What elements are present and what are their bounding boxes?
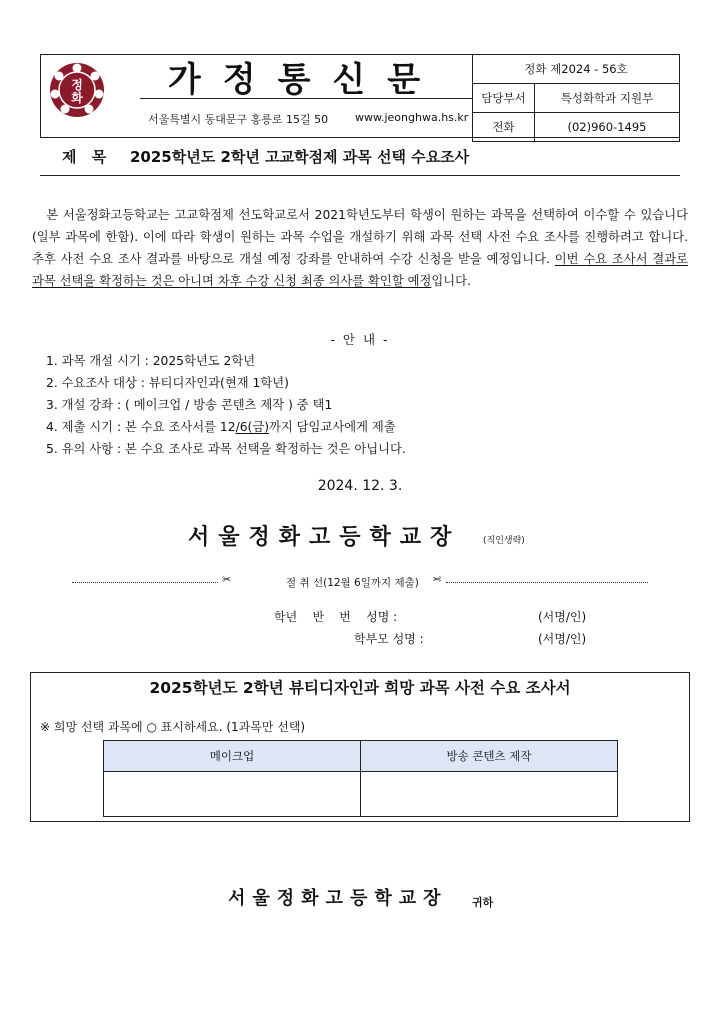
- scissors-icon: ✂: [432, 573, 442, 586]
- body-paragraph: [32, 204, 688, 292]
- cut-line-right: [446, 582, 648, 583]
- notice-heading: - 안 내 -: [330, 332, 390, 347]
- notice-item-4-post: 까지 담임교사에게 제출: [269, 420, 396, 434]
- notice-item-1: 1. 과목 개설 시기 : 2025학년도 2학년: [46, 354, 256, 368]
- notice-item-3: 3. 개설 강좌 : ( 메이크업 / 방송 콘텐츠 제작 ) 중 택1: [46, 398, 333, 412]
- notice-item-2: 2. 수요조사 대상 : 뷰티디자인과(현재 1학년): [46, 376, 289, 390]
- school-website: www.jeonghwa.hs.kr: [355, 111, 469, 124]
- principal-name: 서울정화고등학교장: [188, 524, 461, 550]
- footer-addressee: 귀하: [472, 896, 494, 909]
- student-signature-field[interactable]: (서명/인): [538, 610, 587, 624]
- body-text-1: 본 서울정화고등학교는 고교학점제 선도학교로서 2021학년도부터 학생이 원하는 과목을 선택하여 이수할 수 있습니다(일부 과목에 한함). 이에 따라 학생이 원하는 과목 수업을 개설하기 위해 과목 선택 사전 수요 조사를 진행하려고 합니다. 추후 사전 수요 조사 결과를 바탕으로 개설 예정 강좌를 안내하여 수강 신청을 받을 예정입니다.: [32, 208, 688, 266]
- option-cell-broadcast[interactable]: [361, 772, 618, 817]
- issue-date: 2024. 12. 3.: [317, 478, 403, 494]
- doc-number: 정화 제2024 - 56호: [473, 55, 680, 84]
- scissors-icon: ✂: [222, 573, 232, 586]
- survey-instruction: ※ 희망 선택 과목에 ○ 표시하세요. (1과목만 선택): [40, 720, 306, 734]
- seal-text-bottom: 화: [71, 91, 83, 105]
- seal-omitted: (직인생략): [483, 536, 525, 546]
- footer-principal: 서울정화고등학교장: [228, 888, 448, 909]
- cut-line-text: 절 취 선(12월 6일까지 제출): [286, 577, 419, 589]
- survey-title: 2025학년도 2학년 뷰티디자인과 희망 과목 사전 수요 조사서: [149, 679, 571, 697]
- seal-text-top: 정: [71, 78, 83, 92]
- cut-line-left: [72, 582, 218, 583]
- phone-label: 전화: [473, 113, 535, 142]
- phone-value: (02)960-1495: [535, 113, 680, 142]
- choice-table: [103, 740, 618, 817]
- dept-value: 특성화학과 지원부: [535, 84, 680, 113]
- document-title: 가정통신문: [167, 60, 443, 100]
- option-header-broadcast: 방송 콘텐츠 제작: [361, 741, 618, 772]
- subject-label: 제 목: [62, 148, 112, 166]
- info-table: [472, 54, 680, 142]
- notice-list: [46, 350, 406, 460]
- option-header-makeup: 메이크업: [104, 741, 361, 772]
- notice-item-4-pre: 4. 제출 시기 : 본 수요 조사서를 12: [46, 420, 236, 434]
- school-address: 서울특별시 동대문구 홍릉로 15길 50: [148, 113, 329, 126]
- notice-item-5: 5. 유의 사항 : 본 수요 조사로 과목 선택을 확정하는 것은 아닙니다.: [46, 442, 406, 456]
- subject-text: 2025학년도 2학년 고교학점제 과목 선택 수요조사: [130, 148, 470, 166]
- body-text-underlined: 이번 수요 조사서 결과로 과목 선택을 확정하는 것은 아니며 차후 수강 신청 최종 의사를 확인할 예정: [32, 252, 689, 288]
- body-text-2: 입니다.: [431, 274, 471, 288]
- option-cell-makeup[interactable]: [104, 772, 361, 817]
- parent-signature-field[interactable]: (서명/인): [538, 632, 587, 646]
- dept-label: 담당부서: [473, 84, 535, 113]
- notice-item-4-date: /6(금): [235, 420, 270, 434]
- school-seal-icon: [49, 62, 105, 118]
- parent-signature-label: 학부모 성명 :: [354, 632, 424, 646]
- student-signature-label: 학년 반 번 성명 :: [274, 610, 398, 624]
- notice-item-4: [46, 416, 406, 438]
